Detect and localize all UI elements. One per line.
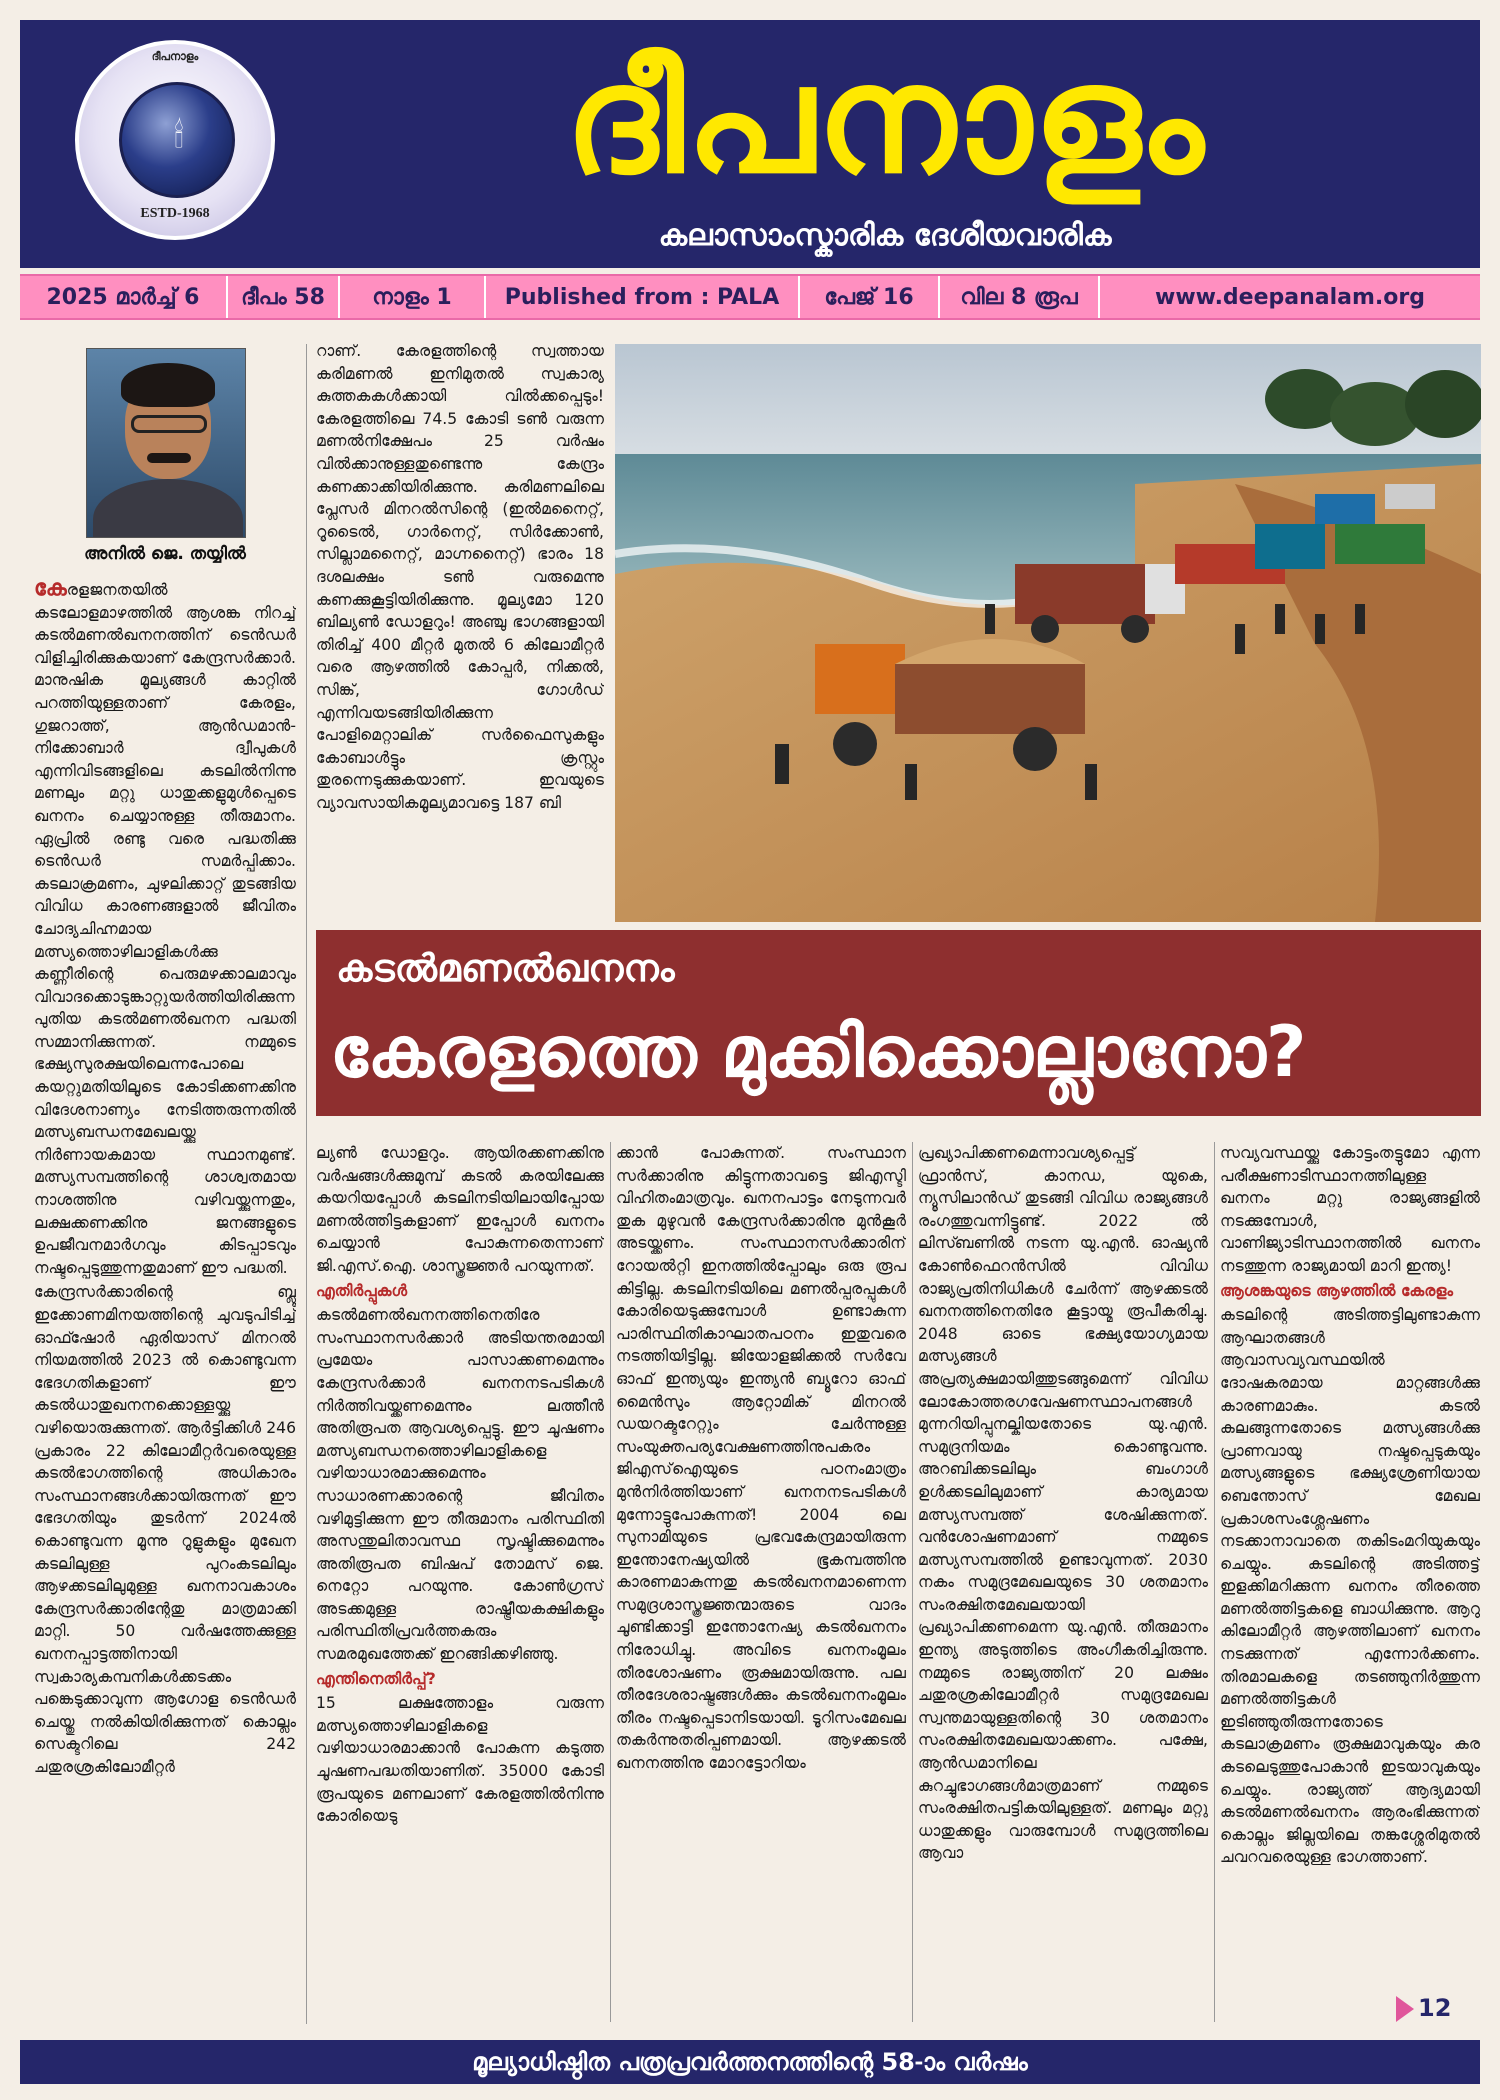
newspaper-subtitle: കലാസാംസ്കാരിക ദേശീയവാരിക xyxy=(658,218,1112,253)
logo-top-text: ദീപനാളം xyxy=(151,50,199,63)
page-number: 12 xyxy=(1418,1994,1452,2022)
author-photo xyxy=(86,348,246,538)
info-bar xyxy=(20,274,1480,320)
article-paragraph: 15 ലക്ഷത്തോളം വരുന്ന മത്സ്യത്തൊഴിലാളികളെ വഴിയാധാരമാക്കാൻ പോകുന്ന കടുത്ത ചൂഷണപദ്ധതിയാണിത്. 35000 കോടി രൂപയുടെ മണലാണ് കേരളത്തിൽനിന്നു കോരിയെടു xyxy=(316,1694,604,1826)
masthead xyxy=(20,20,1480,268)
lamp-icon: 🕯 xyxy=(174,116,184,156)
newspaper-title: ദീപനാളം xyxy=(564,33,1206,207)
article-column-4 xyxy=(918,1142,1208,2022)
article-paragraph: കേന്ദ്രസർക്കാരിന്റെ ബ്ലൂ ഇക്കോണമിനയത്തിന്റെ ചുവടുപിടിച്ച് ഓഫ്ഷോർ ഏരിയാസ് മിനറൽ നിയമത്തിൽ 2023 ൽ കൊണ്ടുവന്ന ഭേദഗതികളാണ് ഈ കടൽധാതുഖനനക്കൊള്ളയ്ക്കു വഴിയൊരുക്കുന്നത്. ആർട്ടിക്കിൾ 246 പ്രകാരം 22 കിലോമീറ്റർവരെയുള്ള കടൽഭാഗത്തിന്റെ അധികാരം സംസ്ഥാനങ്ങൾക്കായിരുന്നത് ഈ ഭേദഗതിയും തുടർന്ന് 2024ൽ കൊണ്ടുവന്ന മൂന്നു റൂളുകളും മുഖേന കടലിലുള്ള പുറംകടലിലും ആഴക്കടലിലുമുള്ള ഖനനാവകാശം കേന്ദ്രസർക്കാരിന്റേതു മാത്രമാക്കി മാറ്റി. 50 വർഷത്തേക്കുള്ള ഖനനപ്പാട്ടത്തിനായി സ്വകാര്യകമ്പനികൾക്കടക്കം പങ്കെടുക്കാവുന്ന ആഗോള ടെൻഡർ ചെയ്തു നൽകിയിരിക്കുന്നത് കൊല്ലം സെക്ടറിലെ 242 ചതുരശ്രകിലോമീറ്റർ xyxy=(34,1283,296,1776)
price: വില 8 രൂപ xyxy=(940,276,1100,318)
beach-sand-mining-photo xyxy=(615,344,1481,922)
subheading: എന്തിനെതിർപ്പ്? xyxy=(316,1669,436,1688)
drop-cap: കേ xyxy=(34,578,67,601)
website-link[interactable]: www.deepanalam.org xyxy=(1155,284,1425,310)
article-paragraph: കേരളജനതയിൽ കടലോളമാഴത്തിൽ ആശങ്ക നിറച്ച് കടൽമണൽഖനനത്തിന് ടെൻഡർ വിളിച്ചിരിക്കുകയാണ് കേന്ദ്രസർക്കാർ. മാനുഷിക മൂല്യങ്ങൾ കാറ്റിൽ പറത്തിയുള്ളതാണ് കേരളം, ഗുജറാത്ത്, ആൻഡമാൻ-നിക്കോബാർ ദ്വീപുകൾ എന്നിവിടങ്ങളിലെ കടലിൽനിന്നു മണലും മറ്റു ധാതുക്കളുമുൾപ്പെടെ ഖനനം ചെയ്യാനുള്ള തീരുമാനം. ഏപ്രിൽ രണ്ടു വരെ പദ്ധതിക്കു ടെൻഡർ സമർപ്പിക്കാം. കടലാക്രമണം, ചുഴലിക്കാറ്റ് തുടങ്ങിയ വിവിധ കാരണങ്ങളാൽ ജീവിതം ചോദ്യചിഹ്നമായ മത്സ്യത്തൊഴിലാളികൾക്കു കണ്ണീരിന്റെ പെരുമഴക്കാലമാവും വിവാദക്കൊടുങ്കാറ്റുയർത്തിയിരിക്കുന്ന പുതിയ കടൽമണൽഖനന പദ്ധതി സമ്മാനിക്കുന്നത്. നമ്മുടെ ഭക്ഷ്യസുരക്ഷയിലെന്നപോലെ കയറ്റുമതിയിലൂടെ കോടിക്കണക്കിനു വിദേശനാണ്യം നേടിത്തരുന്നതിൽ മത്സ്യബന്ധനമേഖലയ്ക്കു നിർണായകമായ സ്ഥാനമുണ്ട്. മത്സ്യസമ്പത്തിന്റെ ശാശ്വതമായ നാശത്തിനു വഴിവയ്ക്കുന്നതും, ലക്ഷക്കണക്കിനു ജനങ്ങളുടെ ഉപജീവനമാർഗവും കിടപ്പാടവും നഷ്ടപ്പെടുത്തുന്നതുമാണ് ഈ പദ്ധതി. xyxy=(34,578,296,1277)
logo-estd: ESTD-1968 xyxy=(140,206,210,221)
article-paragraph: കടൽമണൽഖനനത്തിനെതിരേ സംസ്ഥാനസർക്കാർ അടിയന്തരമായി പ്രമേയം പാസാക്കണമെന്നും കേന്ദ്രസർക്കാർ ഖനനനടപടികൾ നിർത്തിവയ്ക്കണമെന്നും ലത്തീൻ അതിരൂപത ആവശ്യപ്പെട്ടു. ഈ ചൂഷണം മത്സ്യബന്ധനത്തൊഴിലാളികളെ വഴിയാധാരമാക്കുമെന്നും സാധാരണക്കാരന്റെ ജീവിതം വഴിമുട്ടിക്കുന്ന ഈ തീരുമാനം പരിസ്ഥിതി അസന്തുലിതാവസ്ഥ സൃഷ്ടിക്കുമെന്നും അതിരൂപത ബിഷപ് തോമസ് ജെ. നെറ്റോ പറയുന്നു. കോൺഗ്രസ് അടക്കമുള്ള രാഷ്ട്രീയകക്ഷികളും പരിസ്ഥിതിപ്രവർത്തകരും സമരമുഖത്തേക്ക് ഇറങ്ങിക്കഴിഞ്ഞു. xyxy=(316,1306,604,1664)
article-column-3 xyxy=(616,1142,906,2022)
issue-number: നാളം 1 xyxy=(340,276,486,318)
column-divider xyxy=(306,344,307,2024)
article-paragraph: ക്കാൻ പോകുന്നത്. സംസ്ഥാന സർക്കാരിനു കിട്ടുന്നതാവട്ടെ ജിഎസ്ടി വിഹിതംമാത്രവും. ഖനനപാട്ടം നേടുന്നവർ തുക മുഴുവൻ കേന്ദ്രസർക്കാരിനു മുൻകൂർ അടയ്ക്കണം. സംസ്ഥാനസർക്കാരിന് റോയൽറ്റി ഇനത്തിൽപ്പോലും ഒരു രൂപ കിട്ടില്ല. കടലിനടിയിലെ മണൽപ്പരപ്പുകൾ കോരിയെടുക്കുമ്പോൾ ഉണ്ടാകുന്ന പാരിസ്ഥിതികാഘാതപഠനം ഇതുവരെ നടത്തിയിട്ടില്ല. ജിയോളജിക്കൽ സർവേ ഓഫ് ഇന്ത്യയും ഇന്ത്യൻ ബ്യൂറോ ഓഫ് മൈൻസും ആറ്റോമിക് മിനറൽ ഡയറക്ടറേറ്റും ചേർന്നുള്ള സംയുക്തപര്യവേക്ഷണത്തിനുപകരം ജിഎസ്ഐയുടെ പഠനംമാത്രം മുൻനിർത്തിയാണ് ഖനനനടപടികൾ മുന്നോട്ടുപോകുന്നത്! 2004 ലെ സുനാമിയുടെ പ്രഭവകേന്ദ്രമായിരുന്ന ഇന്തോനേഷ്യയിൽ ഭൂകമ്പത്തിനു കാരണമാകുന്നതു കടൽഖനനമാണെന്ന സമുദ്രശാസ്ത്രജ്ഞന്മാരുടെ വാദം ചൂണ്ടിക്കാട്ടി ഇന്തോനേഷ്യ കടൽഖനനം നിരോധിച്ചു. അവിടെ ഖനനംമൂലം തീരശോഷണം രൂക്ഷമായിരുന്നു. പല തീരദേശരാഷ്ട്രങ്ങൾക്കും കടൽഖനനംമൂലം തീരം നഷ്ടപ്പെടാനിടയായി. ടൂറിസംമേഖല തകർന്നുതരിപ്പണമായി. ആഴക്കടൽ ഖനനത്തിനു മോറട്ടോറിയം xyxy=(616,1144,906,1773)
article-paragraph: കടലിന്റെ അടിത്തട്ടിലുണ്ടാകുന്ന ആഘാതങ്ങൾ ആവാസവ്യവസ്ഥയിൽ ദോഷകരമായ മാറ്റങ്ങൾക്കു കാരണമാകും. കടൽ കലങ്ങുന്നതോടെ മത്സ്യങ്ങൾക്കു പ്രാണവായു നഷ്ടപ്പെടുകയും മത്സ്യങ്ങളുടെ ഭക്ഷ്യശ്രേണിയായ ബെന്തോസ് മേഖല പ്രകാശസംശ്ലേഷണം നടക്കാനാവാതെ തകിടംമറിയുകയും ചെയ്യും. കടലിന്റെ അടിത്തട്ട് ഇളക്കിമറിക്കുന്ന ഖനനം തീരത്തെ മണൽത്തിട്ടകളെ ബാധിക്കുന്നു. ആറു കിലോമീറ്റർ ആഴത്തിലാണ് ഖനനം നടക്കുന്നത് എന്നോർക്കണം. തിരമാലകളെ തടഞ്ഞുനിർത്തുന്ന മണൽത്തിട്ടകൾ ഇടിഞ്ഞുതീരുന്നതോടെ കടലാക്രമണം രൂക്ഷമാവുകയും കര കടലെടുത്തുപോകാൻ ഇടയാവുകയും ചെയ്യും. രാജ്യത്ത് ആദ്യമായി കടൽമണൽഖനനം ആരംഭിക്കുന്നത് കൊല്ലം ജില്ലയിലെ തങ്കശ്ശേരിമുതൽ ചവറവരെയുള്ള ഭാഗത്താണ്. xyxy=(1220,1306,1480,1867)
issue-date: 2025 മാർച്ച് 6 xyxy=(20,276,228,318)
issue-volume: ദീപം 58 xyxy=(228,276,340,318)
article-column-1 xyxy=(34,578,296,2018)
article-column-2 xyxy=(316,1142,604,2022)
logo-emblem xyxy=(75,40,275,240)
column-divider xyxy=(610,1142,611,2022)
subheading: എതിർപ്പുകൾ xyxy=(316,1281,408,1300)
column-divider xyxy=(1214,1142,1215,2022)
article-paragraph: പ്രഖ്യാപിക്കണമെന്നാവശ്യപ്പെട്ട് ഫ്രാൻസ്, കാനഡ, യുകെ, ന്യൂസിലാൻഡ് തുടങ്ങി വിവിധ രാജ്യങ്ങൾ രംഗത്തുവന്നിട്ടുണ്ട്. 2022 ൽ ലിസ്ബണിൽ നടന്ന യു.എൻ. ഓഷ്യൻ കോൺഫെറൻസിൽ വിവിധ രാജ്യപ്രതിനിധികൾ ചേർന്ന് ആഴക്കടൽ ഖനനത്തിനെതിരേ കൂട്ടായ്മ രൂപീകരിച്ചു. 2048 ഓടെ ഭക്ഷ്യയോഗ്യമായ മത്സ്യങ്ങൾ അപ്രത്യക്ഷമായിത്തുടങ്ങുമെന്ന് വിവിധ ലോകോത്തരഗവേഷണസ്ഥാപനങ്ങൾ മുന്നറിയിപ്പുനല്കിയതോടെ യു.എൻ. സമുദ്രനിയമം കൊണ്ടുവന്നു. അറബിക്കടലിലും ബംഗാൾ ഉൾക്കടലിലുമാണ് കാര്യമായ മത്സ്യസമ്പത്ത് ശേഷിക്കുന്നത്. വൻശോഷണമാണ് നമ്മുടെ മത്സ്യസമ്പത്തിൽ ഉണ്ടാവുന്നത്. 2030 നകം സമുദ്രമേഖലയുടെ 30 ശതമാനം സംരക്ഷിതമേഖലയായി പ്രഖ്യാപിക്കണമെന്ന യു.എൻ. തീരുമാനം ഇന്ത്യ അടുത്തിടെ അംഗീകരിച്ചിരുന്നു. നമ്മുടെ രാജ്യത്തിന് 20 ലക്ഷം ചതുരശ്രകിലോമീറ്റർ സമുദ്രമേഖല സ്വന്തമായുള്ളതിന്റെ 30 ശതമാനം സംരക്ഷിതമേഖലയാക്കണം. പക്ഷേ, ആൻഡമാനിലെ കുറച്ചുഭാഗങ്ങൾമാത്രമാണ് നമ്മുടെ സംരക്ഷിതപട്ടികയിലുള്ളത്. മണലും മറ്റു ധാതുക്കളും വാരുമ്പോൾ സമുദ്രത്തിലെ ആവാ xyxy=(918,1144,1208,1863)
article-paragraph: റാണ്. കേരളത്തിന്റെ സ്വത്തായ കരിമണൽ ഇനിമുതൽ സ്വകാര്യ കുത്തകകൾക്കായി വിൽക്കപ്പെടും! കേരളത്തിലെ 74.5 കോടി ടൺ വരുന്ന മണൽനിക്ഷേപം 25 വർഷം വിൽക്കാനുള്ളതുണ്ടെന്നു കേന്ദ്രം കണക്കാക്കിയിരിക്കുന്നു. കരിമണലിലെ പ്ലേസർ മിനറൽസിന്റെ (ഇൽമനൈറ്റ്, റൂടൈൽ, ഗാർനെറ്റ്, സിർക്കോൺ, സില്ലാമനൈറ്റ്, മാഗ്നനൈറ്റ്) ഭാരം 18 ദശലക്ഷം ടൺ വരുമെന്നു കണക്കുകൂട്ടിയിരിക്കുന്നു. മൂല്യമോ 120 ബില്യൺ ഡോളറും! അഞ്ചു ഭാഗങ്ങളായി തിരിച്ച് 400 മീറ്റർ മുതൽ 6 കിലോമീറ്റർ വരെ ആഴത്തിൽ കോപ്പർ, നിക്കൽ, സിങ്ക്, ഗോൾഡ് എന്നിവയടങ്ങിയിരിക്കുന്ന പോളിമെറ്റാലിക് സർഫൈസുകളും കോബാൾട്ടും ക്രസ്റ്റും തുരന്നെടുക്കുകയാണ്. ഇവയുടെ വ്യാവസായികമൂല്യമാവട്ടെ 187 ബി xyxy=(316,342,604,812)
page-arrow-icon xyxy=(1396,1996,1414,2022)
subheading: ആശങ്കയുടെ ആഴത്തിൽ കേരളം xyxy=(1220,1281,1454,1300)
headline-kicker: കടൽമണൽഖനനം xyxy=(336,946,675,990)
article-paragraph: സവ്യവസ്ഥയ്ക്കു കോട്ടംതട്ടുമോ എന്ന പരീക്ഷണാടിസ്ഥാനത്തിലുള്ള ഖനനം മറ്റു രാജ്യങ്ങളിൽ നടക്കുമ്പോൾ, വാണിജ്യാടിസ്ഥാനത്തിൽ ഖനനം നടത്തുന്ന രാജ്യമായി മാറി ഇന്ത്യ! xyxy=(1220,1144,1480,1275)
footer-tagline: മൂല്യാധിഷ്ഠിത പത്രപ്രവർത്തനത്തിന്റെ 58-ാം വർഷം xyxy=(20,2040,1480,2084)
article-column-5 xyxy=(1220,1142,1480,1992)
page-count: പേജ് 16 xyxy=(800,276,940,318)
article-paragraph: ല്യൺ ഡോളറും. ആയിരക്കണക്കിനു വർഷങ്ങൾക്കുമുമ്പ് കടൽ കരയിലേക്കു കയറിയപ്പോൾ കടലിനടിയിലായിപ്പോയ മണൽത്തിട്ടകളാണ് ഇപ്പോൾ ഖനനം ചെയ്യാൻ പോകുന്നതെന്നാണ് ജി.എസ്.ഐ. ശാസ്ത്രജ്ഞർ പറയുന്നത്. xyxy=(316,1144,604,1275)
headline-title: കേരളത്തെ മുക്കിക്കൊല്ലാനോ? xyxy=(330,1011,1307,1093)
author-name: അനിൽ ജെ. തയ്യിൽ xyxy=(84,544,246,564)
article-column-2-top xyxy=(316,340,604,920)
published-from: Published from : PALA xyxy=(486,276,800,318)
column-divider xyxy=(912,1142,913,2022)
